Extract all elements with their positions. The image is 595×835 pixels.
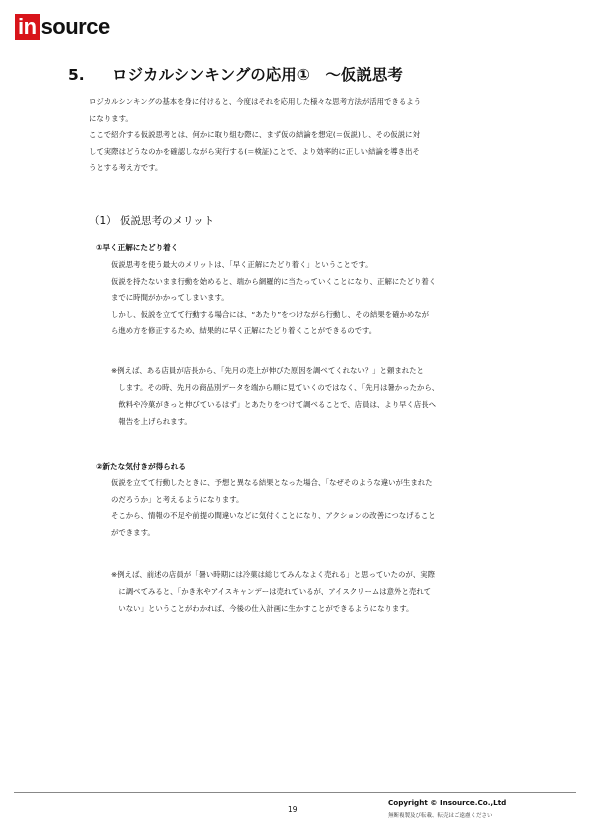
example-line: します。その時、先月の商品別データを端から順に見ていくのではなく、「先月は暑かったから、 (111, 383, 440, 392)
point-2-body (111, 475, 436, 541)
example-line: 報告を上げられます。 (111, 417, 192, 426)
chapter-number: 5. (68, 66, 85, 84)
intro-paragraph (89, 94, 421, 177)
example-line: に調べてみると、「かき氷やアイスキャンデーは売れているが、アイスクリームは意外と売れて (111, 587, 432, 596)
point-2-label: ②新たな気付きが得られる (96, 462, 186, 471)
body-line: までに時間がかかってしまいます。 (111, 293, 229, 302)
body-line: 仮説を持たないまま行動を始めると、端から網羅的に当たっていくことになり、正解にたどり着く (111, 276, 437, 286)
point-1-example (111, 362, 439, 430)
intro-line: になります。 (89, 113, 133, 123)
body-line: ができます。 (111, 527, 155, 537)
body-line: 仮説思考を使う最大のメリットは、「早く正解にたどり着く」ということです。 (111, 260, 373, 269)
intro-line: うとする考え方です。 (89, 163, 163, 172)
intro-line: ここで紹介する仮説思考とは、何かに取り組む際に、まず仮の結論を想定(＝仮説)し、その仮説に対 (89, 130, 420, 139)
point-1-label: ①早く正解にたどり着く (96, 243, 179, 252)
example-line: いない」ということがわかれば、今後の仕入計画に生かすことができるようになります。 (111, 604, 414, 613)
page-title (68, 63, 403, 85)
body-line: そこから、情報の不足や前提の間違いなどに気付くことになり、アクションの改善につなげること (111, 511, 436, 520)
point-1-body (111, 257, 436, 340)
section-heading: （1） 仮説思考のメリット (89, 215, 215, 227)
body-line: 仮説を立てて行動したときに、予想と異なる結果となった場合、「なぜそのような違いが生まれた (111, 478, 433, 487)
body-line: のだろうか」と考えるようになります。 (111, 494, 244, 504)
insource-logo (15, 14, 110, 40)
footer-divider (14, 792, 576, 793)
example-line: ※例えば、前述の店員が「暑い時期には冷菓は総じてみんなよく売れる」と思っていたのが、実際 (111, 570, 435, 579)
intro-line: して実際はどうなのかを確認しながら実行する(＝検証)ことで、より効率的に正しい結論を導き出そ (89, 146, 420, 156)
intro-line: ロジカルシンキングの基本を身に付けると、今度はそれを応用した様々な思考方法が活用できるよう (89, 97, 421, 106)
body-line: しかし、仮説を立てて行動する場合には、“あたり”をつけながら行動し、その結果を確かめなが (111, 309, 430, 319)
reproduction-notice: 無断複製及び転載、転売はご遠慮ください (388, 813, 493, 819)
chapter-title: ロジカルシンキングの応用① ～仮説思考 (112, 66, 403, 84)
logo-text: source (40, 14, 110, 39)
example-line: 飲料や冷菓がきっと伸びているはず」とあたりをつけて調べることで、店員は、より早く店長へ (111, 400, 437, 409)
body-line: ら進め方を修正するため、結果的に早く正解にたどり着くことができるのです。 (111, 326, 377, 335)
copyright-text: Copyright © Insource.Co.,Ltd (388, 798, 507, 807)
example-line: ※例えば、ある店員が店長から、「先月の売上が伸びた原因を調べてくれない？」と頼まれたと (111, 366, 424, 375)
point-2-example (111, 566, 435, 617)
page-number: 19 (288, 805, 298, 814)
logo-highlight: in (15, 14, 40, 40)
